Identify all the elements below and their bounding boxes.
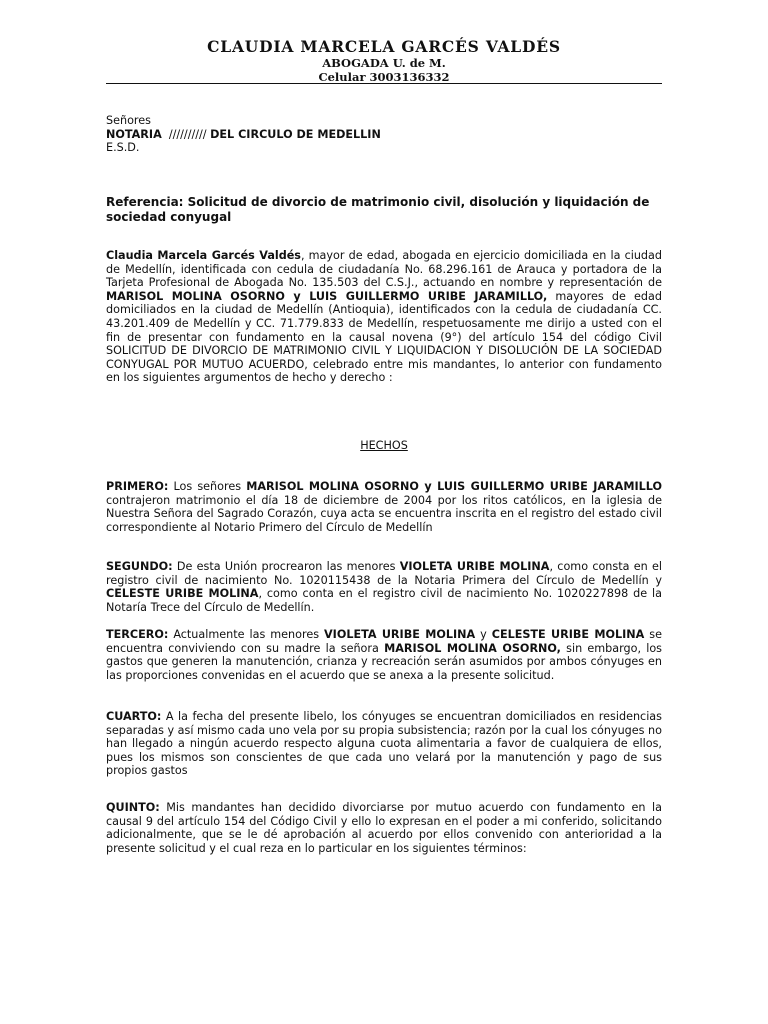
fact-primero-label: PRIMERO:: [106, 480, 169, 493]
fact-tercero-label: TERCERO:: [106, 628, 169, 641]
fact-tercero: [106, 628, 662, 682]
intro-parties: MARISOL MOLINA OSORNO y LUIS GUILLERMO URIBE JARAMILLO,: [106, 289, 548, 303]
fact-primero-text-2: contrajeron matrimonio el día 18 de diciembre de 2004 por los ritos católicos, en la iglesia de Nuestra Señora del Sagrado Corazón, cuya acta se encuentra inscrita en el registro del estado civil correspondiente al Notario Primero del Círculo de Medellín: [106, 493, 662, 534]
letterhead: [106, 38, 662, 84]
fact-quinto: [106, 801, 662, 855]
intro-author-name: Claudia Marcela Garcés Valdés: [106, 249, 301, 262]
fact-primero-parties: MARISOL MOLINA OSORNO y LUIS GUILLERMO URIBE JARAMILLO: [246, 480, 662, 493]
fact-tercero-text-2: y: [475, 628, 492, 641]
fact-segundo: [106, 560, 662, 614]
address-notary-blank: //////////: [168, 127, 207, 141]
fact-quinto-label: QUINTO:: [106, 801, 160, 814]
address-block: [106, 114, 662, 155]
fact-tercero-text-3: se encuentra conviviendo con su madre la señora: [106, 628, 662, 655]
fact-segundo-text-3: , como conta en el registro civil de nacimiento No. 1020227898 de la Notaría Trece del Círculo de Medellín.: [106, 587, 662, 614]
fact-tercero-name-2: CELESTE URIBE MOLINA: [491, 628, 645, 641]
section-heading-hechos: HECHOS: [360, 439, 408, 452]
address-notary-label: NOTARIA: [106, 127, 162, 141]
address-esd: E.S.D.: [106, 141, 140, 155]
fact-tercero-name-3: MARISOL MOLINA OSORNO,: [384, 641, 561, 655]
intro-paragraph: [106, 249, 662, 385]
intro-text-1: , mayor de edad, abogada en ejercicio domiciliada en la ciudad de Medellín, identificada con cedula de ciudadanía No. 68.296.161 de Arauca y portadora de la Tarjeta Profesional de Abogada No. 135.503 del C.S.J., actuando en nombre y representación de: [106, 249, 662, 290]
fact-primero: [106, 480, 662, 534]
letterhead-phone: Celular 3003136332: [318, 70, 450, 84]
fact-cuarto: [106, 710, 662, 778]
reference-line: Referencia: Solicitud de divorcio de matrimonio civil, disolución y liquidación de sociedad conyugal: [106, 195, 650, 224]
fact-tercero-text-4: sin embargo, los gastos que generen la manutención, crianza y recreación serán asumidos por ambos cónyuges en las proporciones convenidas en el acuerdo que se anexa a la presente solicitud.: [106, 641, 662, 682]
fact-cuarto-text: A la fecha del presente libelo, los cónyuges se encuentran domiciliados en residencias separadas y así mismo cada uno vela por su propia subsistencia; razón por la cual los cónyuges no han llegado a ningún acuerdo respecto alguna cuota alimentaria a favor de cualquiera de ellos, pues los mismos son conscientes de que cada uno velará por la manutención y pago de sus propios gastos: [106, 710, 662, 778]
fact-cuarto-label: CUARTO:: [106, 710, 162, 723]
fact-tercero-name-1: VIOLETA URIBE MOLINA: [324, 628, 476, 641]
address-salutation: Señores: [106, 114, 151, 127]
fact-segundo-text-2: , como consta en el registro civil de nacimiento No. 1020115438 de la Notaria Primera del Círculo de Medellín y: [106, 560, 662, 587]
fact-segundo-text-1: De esta Unión procrearon las menores: [172, 560, 400, 573]
intro-text-2: mayores de edad domiciliados en la ciudad de Medellín (Antioquia), identificados con la cedula de ciudadanía CC. 43.201.409 de Medellín y CC. 71.779.833 de Medellín, respetuosamente me dirijo a usted con el fin de presentar con fundamento en la causal novena (9°) del artículo 154 del código Civil SOLICITUD DE DIVORCIO DE MATRIMONIO CIVIL Y LIQUIDACION Y DISOLUCIÓN DE LA SOCIEDAD CONYUGAL POR MUTUO ACUERDO, celebrado entre mis mandantes, lo anterior con fundamento en los siguientes argumentos de hecho y derecho :: [106, 289, 662, 385]
fact-segundo-label: SEGUNDO:: [106, 560, 173, 573]
letterhead-title: ABOGADA U. de M.: [322, 56, 446, 70]
letterhead-divider: [106, 83, 662, 84]
fact-primero-text-1: Los señores: [168, 480, 247, 493]
fact-segundo-name-2: CELESTE URIBE MOLINA: [106, 587, 259, 601]
fact-segundo-name-1: VIOLETA URIBE MOLINA: [399, 560, 550, 573]
letterhead-name: CLAUDIA MARCELA GARCÉS VALDÉS: [207, 37, 561, 56]
fact-quinto-text: Mis mandantes han decidido divorciarse por mutuo acuerdo con fundamento en la causal 9 del artículo 154 del Código Civil y ello lo expresan en el poder a mi conferido, solicitando adicionalmente, que se le dé aprobación al acuerdo por ellos convenido con anterioridad a la presente solicitud y el cual reza en lo particular en los siguientes términos:: [106, 801, 662, 855]
address-notary: [106, 128, 662, 142]
fact-tercero-text-1: Actualmente las menores: [168, 628, 325, 641]
address-notary-circle: DEL CIRCULO DE MEDELLIN: [210, 127, 381, 141]
